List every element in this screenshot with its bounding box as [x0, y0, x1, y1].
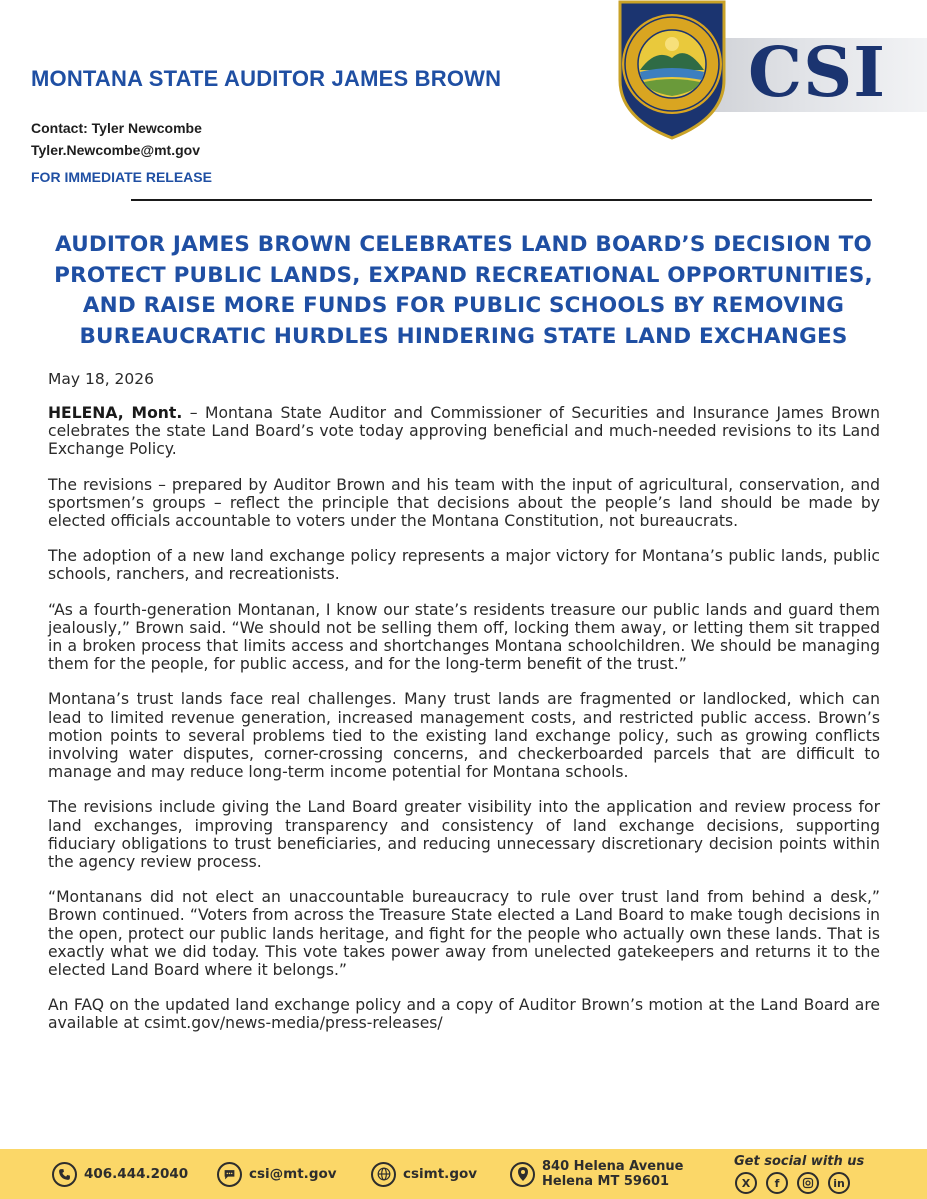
linkedin-icon[interactable]: in — [828, 1172, 850, 1194]
chat-icon — [217, 1162, 242, 1187]
globe-icon — [371, 1162, 396, 1187]
social-links — [735, 1172, 850, 1194]
phone-icon — [52, 1162, 77, 1187]
x-icon[interactable]: X — [735, 1172, 757, 1194]
paragraph: The revisions include giving the Land Board greater visibility into the application and review process for land exchanges, improving transparency and consistency of land exchange decisions, supporting fiduciary obligations to trust beneficiaries, and reducing unnecessary discretionary decision points within the agency review process. — [48, 798, 880, 872]
release-label: FOR IMMEDIATE RELEASE — [31, 169, 212, 185]
address-line-2: Helena MT 59601 — [542, 1174, 670, 1189]
paragraph: Montana’s trust lands face real challenges. Many trust lands are fragmented or landlocked, which can lead to limited revenue generation, increased management costs, and restricted public access. Brown’s motion points to several problems tied to the existing land exchange policy, such as growing conflicts involving water disputes, corner-crossing concerns, and checkerboarded parcels that are difficult to manage and may reduce long-term income potential for Montana schools. — [48, 690, 880, 782]
csi-logo-text: CSI — [748, 33, 887, 113]
org-title: MONTANA STATE AUDITOR JAMES BROWN — [31, 66, 502, 91]
email-address: csi@mt.gov — [249, 1166, 337, 1182]
paragraph: The revisions – prepared by Auditor Brown and his team with the input of agricultural, conservation, and sportsmen’s groups – reflect the principle that decisions about the people’s land should be made by elected officials accountable to voters under the Montana Constitution, not bureaucrats. — [48, 475, 880, 531]
header-divider — [131, 199, 872, 201]
paragraph: “Montanans did not elect an unaccountable bureaucracy to rule over trust land from behind a desk,” Brown continued. “Voters from across the Treasure State elected a Land Board to make tough decisions in the open, protect our public lands heritage, and fight for the people who actually own these lands. That is exactly what we did today. This vote takes power away from unelected gatekeepers and returns it to the elected Land Board where it belongs.” — [48, 888, 880, 980]
social-label: Get social with us — [734, 1154, 865, 1169]
contact-email[interactable]: Tyler.Newcombe@mt.gov — [31, 142, 200, 158]
paragraph-text: – Montana State Auditor and Commissioner of Securities and Insurance James Brown celebrates the state Land Board’s vote today approving beneficial and much-needed revisions to its Land Exchange Policy. — [48, 404, 880, 459]
contact-name: Contact: Tyler Newcombe — [31, 120, 202, 136]
address-block — [542, 1159, 683, 1189]
release-date: May 18, 2026 — [48, 370, 154, 388]
footer-address — [510, 1149, 683, 1199]
instagram-icon[interactable] — [797, 1172, 819, 1194]
footer-email[interactable] — [217, 1149, 337, 1199]
address-line-1: 840 Helena Avenue — [542, 1159, 684, 1174]
press-release-body — [48, 404, 880, 1050]
website-url: csimt.gov — [403, 1166, 478, 1182]
footer-phone[interactable] — [52, 1149, 188, 1199]
facebook-icon[interactable]: f — [766, 1172, 788, 1194]
headline: AUDITOR JAMES BROWN CELEBRATES LAND BOARD’S DECISION TO PROTECT PUBLIC LANDS, EXPAND RECREATIONAL OPPORTUNITIES, AND RAISE MORE FUNDS FOR PUBLIC SCHOOLS BY REMOVING BUREAUCRATIC HURDLES HINDERING STATE LAND EXCHANGES — [54, 232, 873, 349]
dateline: HELENA, Mont. — [48, 404, 183, 422]
paragraph: An FAQ on the updated land exchange policy and a copy of Auditor Brown’s motion at the Land Board are available at csimt.gov/news-media/press-releases/ — [48, 996, 880, 1033]
paragraph — [48, 404, 880, 459]
paragraph: “As a fourth-generation Montanan, I know our state’s residents treasure our public lands and guard them jealously,” Brown said. “We should not be selling them off, locking them away, or letting them sit trapped in a broken process that limits access and shortchanges Montana schoolchildren. We should be managing them for the people, for public access, and for the long-term benefit of the trust.” — [48, 600, 880, 674]
paragraph: The adoption of a new land exchange policy represents a major victory for Montana’s public lands, public schools, ranchers, and recreationists. — [48, 547, 880, 584]
commissioner-seal-icon — [616, 0, 728, 140]
footer-website[interactable] — [371, 1149, 477, 1199]
phone-number: 406.444.2040 — [84, 1166, 189, 1182]
location-pin-icon — [510, 1162, 535, 1187]
